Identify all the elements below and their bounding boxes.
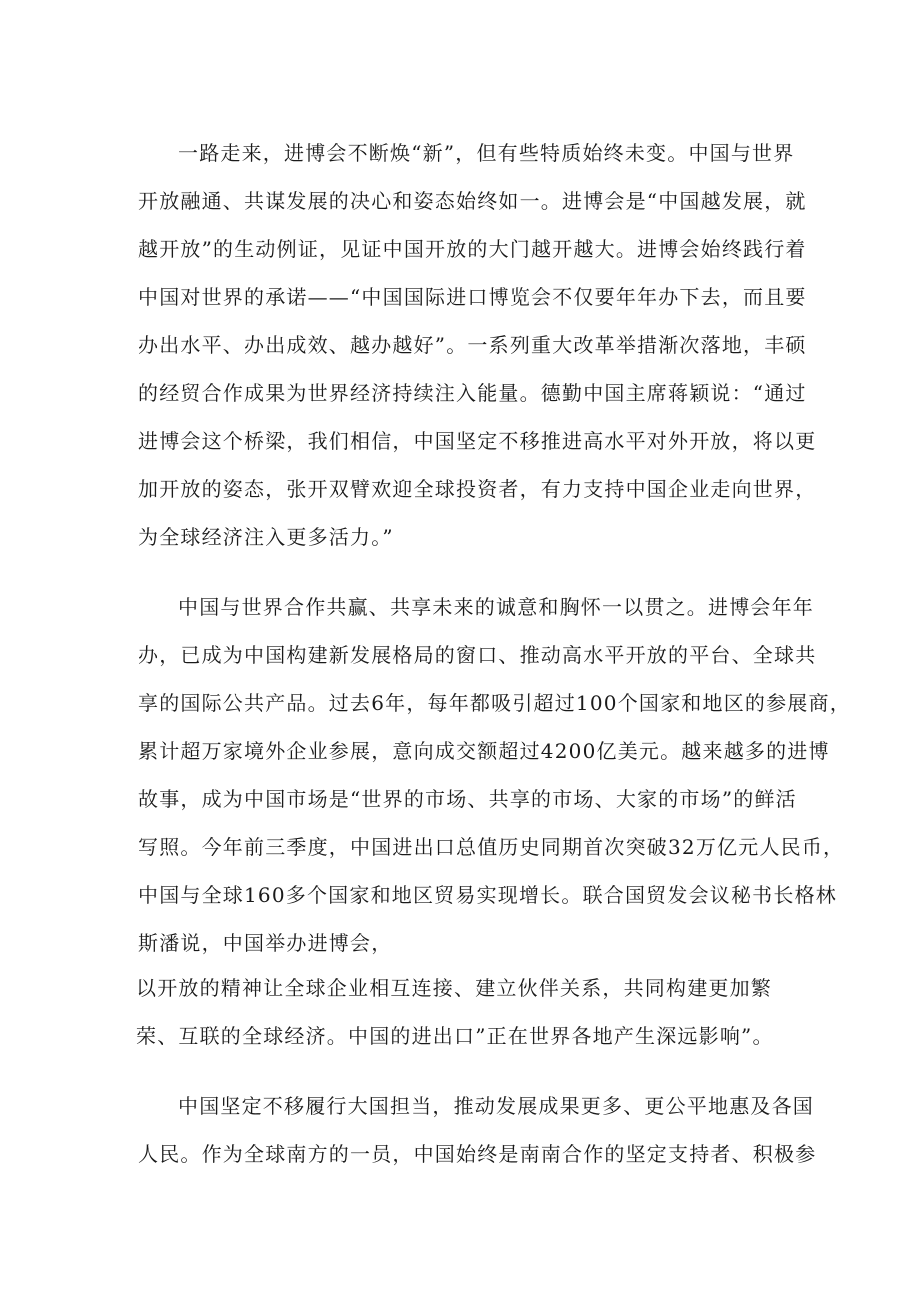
paragraph-2-line-8: 斯潘说，中国举办进博会，: [138, 931, 393, 955]
paragraph-2-line-3: 享的国际公共产品。过去6年，每年都吸引超过100个国家和地区的参展商，: [138, 691, 851, 715]
paragraph-1-line-7: 进博会这个桥梁，我们相信，中国坚定不移推进高水平对外开放，将以更: [138, 429, 817, 453]
paragraph-1-line-4: 中国对世界的承诺——“中国国际进口博览会不仅要年年办下去，而且要: [138, 285, 807, 309]
paragraph-1-line-9: 为全球经济注入更多活力。”: [138, 525, 394, 549]
paragraph-1-line-5: 办出水平、办出成效、越办越好”。一系列重大改革举措渐次落地，丰硕: [138, 333, 807, 357]
paragraph-1-line-2: 开放融通、共谋发展的决心和姿态始终如一。进博会是“中国越发展，就: [138, 189, 807, 213]
paragraph-1-line-8: 加开放的姿态，张开双臂欢迎全球投资者，有力支持中国企业走向世界，: [138, 477, 817, 501]
paragraph-3-line-1: 中国坚定不移履行大国担当，推动发展成果更多、更公平地惠及各国: [178, 1094, 814, 1118]
paragraph-2-line-10: 荣、互联的全球经济。中国的进出口”正在世界各地产生深远影响”。: [136, 1024, 774, 1048]
paragraph-1-line-6: 的经贸合作成果为世界经济持续注入能量。德勤中国主席蒋颖说：“通过: [138, 381, 807, 405]
paragraph-2-line-1: 中国与世界合作共赢、共享未来的诚意和胸怀一以贯之。进博会年年: [178, 595, 814, 619]
paragraph-2-line-9: 以开放的精神让全球企业相互连接、建立伙伴关系，共同构建更加繁: [136, 976, 772, 1000]
paragraph-2-line-6: 写照。今年前三季度，中国进出口总值历史同期首次突破32万亿元人民币，: [138, 835, 845, 859]
paragraph-2-line-5: 故事，成为中国市场是“世界的市场、共享的市场、大家的市场”的鲜活: [138, 787, 797, 811]
paragraph-1-line-3: 越开放”的生动例证，见证中国开放的大门越开越大。进博会始终践行着: [138, 237, 807, 261]
paragraph-2-line-4: 累计超万家境外企业参展，意向成交额超过4200亿美元。越来越多的进博: [138, 739, 830, 763]
paragraph-1-line-1: 一路走来，进博会不断焕“新”，但有些特质始终未变。中国与世界: [178, 141, 795, 165]
paragraph-2-line-7: 中国与全球160多个国家和地区贸易实现增长。联合国贸发会议秘书长格林: [138, 883, 837, 907]
paragraph-3-line-2: 人民。作为全球南方的一员，中国始终是南南合作的坚定支持者、积极参: [138, 1142, 817, 1166]
paragraph-2-line-2: 办，已成为中国构建新发展格局的窗口、推动高水平开放的平台、全球共: [138, 643, 817, 667]
